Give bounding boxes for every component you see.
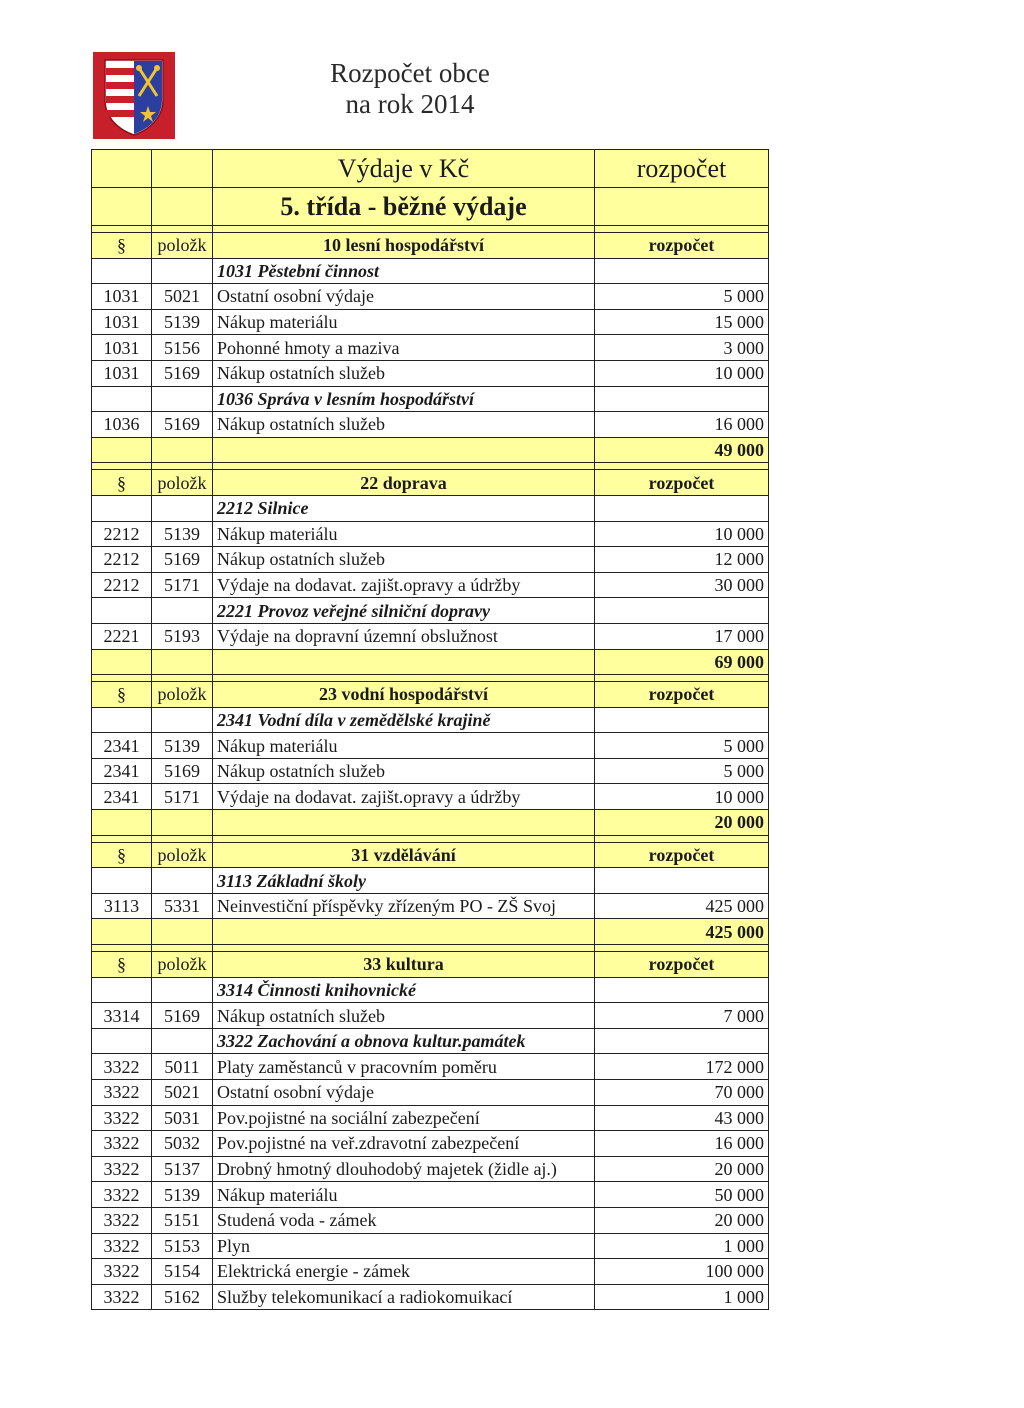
item-amount: 425 000 — [595, 893, 769, 919]
table-row — [92, 1233, 769, 1259]
item-code: 5151 — [152, 1207, 213, 1233]
item-name: Elektrická energie - zámek — [213, 1259, 595, 1285]
section-budget-label: rozpočet — [595, 470, 769, 496]
section-total: 49 000 — [595, 437, 769, 463]
table-row — [92, 758, 769, 784]
paragraph-code: 3322 — [92, 1080, 152, 1106]
item-name: Ostatní osobní výdaje — [213, 284, 595, 310]
empty-cell — [595, 977, 769, 1003]
paragraph-symbol: § — [92, 682, 152, 708]
section-total-row — [92, 437, 769, 463]
empty-cell — [92, 495, 152, 521]
item-code: 5169 — [152, 360, 213, 386]
item-amount: 16 000 — [595, 1131, 769, 1157]
section-title: 33 kultura — [213, 952, 595, 978]
item-amount: 16 000 — [595, 412, 769, 438]
empty-cell — [595, 598, 769, 624]
subsection-title: 2221 Provoz veřejné silniční dopravy — [213, 598, 595, 624]
item-name: Výdaje na dodavat. zajišt.opravy a údržby — [213, 784, 595, 810]
item-name: Pov.pojistné na sociální zabezpečení — [213, 1105, 595, 1131]
item-code: 5031 — [152, 1105, 213, 1131]
item-name: Pov.pojistné na veř.zdravotní zabezpečení — [213, 1131, 595, 1157]
item-name: Nákup materiálu — [213, 733, 595, 759]
subsection-row — [92, 495, 769, 521]
spacer-cell — [92, 463, 152, 470]
title-line-2: na rok 2014 — [345, 89, 475, 119]
subsection-title: 3314 Činnosti knihovnické — [213, 977, 595, 1003]
paragraph-code: 3322 — [92, 1054, 152, 1080]
item-code: 5331 — [152, 893, 213, 919]
section-spacer — [92, 675, 769, 682]
item-amount: 5 000 — [595, 284, 769, 310]
item-amount: 5 000 — [595, 758, 769, 784]
empty-cell — [595, 386, 769, 412]
empty-cell — [92, 1028, 152, 1054]
section-total: 69 000 — [595, 649, 769, 675]
item-name: Výdaje na dodavat. zajišt.opravy a údržby — [213, 572, 595, 598]
item-name: Služby telekomunikací a radiokomuikací — [213, 1284, 595, 1310]
subsection-row — [92, 977, 769, 1003]
section-title: 31 vzdělávání — [213, 842, 595, 868]
subsection-title: 1031 Pěstební činnost — [213, 258, 595, 284]
spacer-cell — [92, 945, 152, 952]
item-code: 5139 — [152, 733, 213, 759]
item-amount: 43 000 — [595, 1105, 769, 1131]
item-name: Neinvestiční příspěvky zřízeným PO - ZŠ Svoj — [213, 893, 595, 919]
section-total: 20 000 — [595, 810, 769, 836]
empty-cell — [92, 868, 152, 894]
paragraph-code: 2212 — [92, 547, 152, 573]
subsection-title: 3322 Zachování a obnova kultur.památek — [213, 1028, 595, 1054]
item-column-label: položk — [152, 233, 213, 259]
paragraph-code: 2341 — [92, 733, 152, 759]
item-column-label: položk — [152, 682, 213, 708]
paragraph-symbol: § — [92, 233, 152, 259]
paragraph-code: 3322 — [92, 1233, 152, 1259]
spacer-cell — [92, 226, 152, 233]
item-amount: 10 000 — [595, 360, 769, 386]
subsection-title: 2341 Vodní díla v zemědělské krajině — [213, 707, 595, 733]
item-name: Studená voda - zámek — [213, 1207, 595, 1233]
section-spacer — [92, 945, 769, 952]
section-header-row — [92, 952, 769, 978]
section-budget-label: rozpočet — [595, 233, 769, 259]
empty-cell — [152, 810, 213, 836]
paragraph-code: 3322 — [92, 1105, 152, 1131]
item-name: Nákup ostatních služeb — [213, 1003, 595, 1029]
table-header-row — [92, 150, 769, 188]
empty-cell — [92, 386, 152, 412]
table-row — [92, 1284, 769, 1310]
empty-cell — [92, 810, 152, 836]
item-name: Plyn — [213, 1233, 595, 1259]
spacer-cell — [213, 945, 595, 952]
item-amount: 1 000 — [595, 1284, 769, 1310]
table-header-title: Výdaje v Kč — [213, 150, 595, 188]
section-budget-label: rozpočet — [595, 952, 769, 978]
paragraph-code: 2341 — [92, 784, 152, 810]
empty-cell — [213, 810, 595, 836]
item-amount: 5 000 — [595, 733, 769, 759]
item-column-label: položk — [152, 952, 213, 978]
paragraph-code: 3314 — [92, 1003, 152, 1029]
spacer-cell — [92, 675, 152, 682]
item-name: Nákup materiálu — [213, 309, 595, 335]
item-name: Nákup materiálu — [213, 521, 595, 547]
section-spacer — [92, 835, 769, 842]
subsection-row — [92, 598, 769, 624]
spacer-cell — [595, 226, 769, 233]
table-row — [92, 335, 769, 361]
empty-cell — [213, 919, 595, 945]
spacer-cell — [213, 463, 595, 470]
item-amount: 12 000 — [595, 547, 769, 573]
item-name: Pohonné hmoty a maziva — [213, 335, 595, 361]
item-amount: 7 000 — [595, 1003, 769, 1029]
item-code: 5169 — [152, 758, 213, 784]
empty-cell — [152, 437, 213, 463]
empty-cell — [152, 258, 213, 284]
item-column-label: položk — [152, 470, 213, 496]
item-name: Výdaje na dopravní územní obslužnost — [213, 623, 595, 649]
table-row — [92, 1054, 769, 1080]
class-title: 5. třída - běžné výdaje — [213, 188, 595, 226]
spacer-cell — [213, 835, 595, 842]
empty-cell — [92, 649, 152, 675]
item-code: 5153 — [152, 1233, 213, 1259]
spacer-cell — [152, 945, 213, 952]
item-name: Nákup ostatních služeb — [213, 758, 595, 784]
empty-cell — [152, 386, 213, 412]
paragraph-code: 2341 — [92, 758, 152, 784]
paragraph-code: 3322 — [92, 1156, 152, 1182]
class-header-row — [92, 188, 769, 226]
item-code: 5154 — [152, 1259, 213, 1285]
paragraph-symbol: § — [92, 470, 152, 496]
table-row — [92, 1156, 769, 1182]
item-amount: 3 000 — [595, 335, 769, 361]
item-amount: 100 000 — [595, 1259, 769, 1285]
item-name: Nákup ostatních služeb — [213, 412, 595, 438]
item-column-label: položk — [152, 842, 213, 868]
item-amount: 172 000 — [595, 1054, 769, 1080]
item-code: 5137 — [152, 1156, 213, 1182]
subsection-title: 2212 Silnice — [213, 495, 595, 521]
empty-cell — [152, 919, 213, 945]
section-total: 425 000 — [595, 919, 769, 945]
paragraph-symbol: § — [92, 952, 152, 978]
item-code: 5162 — [152, 1284, 213, 1310]
item-code: 5139 — [152, 521, 213, 547]
section-total-row — [92, 810, 769, 836]
empty-cell — [92, 258, 152, 284]
paragraph-code: 3322 — [92, 1182, 152, 1208]
item-code: 5021 — [152, 284, 213, 310]
subsection-row — [92, 1028, 769, 1054]
spacer-cell — [595, 945, 769, 952]
table-row — [92, 309, 769, 335]
paragraph-code: 1031 — [92, 360, 152, 386]
empty-cell — [152, 977, 213, 1003]
section-header-row — [92, 842, 769, 868]
item-code: 5139 — [152, 309, 213, 335]
item-code: 5139 — [152, 1182, 213, 1208]
spacer-cell — [92, 835, 152, 842]
paragraph-code: 1031 — [92, 284, 152, 310]
subsection-row — [92, 258, 769, 284]
table-row — [92, 572, 769, 598]
section-budget-label: rozpočet — [595, 682, 769, 708]
empty-cell — [595, 495, 769, 521]
item-code: 5169 — [152, 547, 213, 573]
budget-table-body — [92, 150, 769, 1310]
paragraph-code: 2212 — [92, 521, 152, 547]
subsection-row — [92, 707, 769, 733]
item-name: Drobný hmotný dlouhodobý majetek (židle aj.) — [213, 1156, 595, 1182]
budget-table — [91, 149, 769, 1310]
paragraph-code: 3113 — [92, 893, 152, 919]
spacer-cell — [152, 835, 213, 842]
table-row — [92, 733, 769, 759]
item-amount: 1 000 — [595, 1233, 769, 1259]
table-row — [92, 1003, 769, 1029]
empty-cell — [92, 598, 152, 624]
paragraph-code: 1031 — [92, 335, 152, 361]
item-code: 5011 — [152, 1054, 213, 1080]
item-amount: 10 000 — [595, 784, 769, 810]
item-code: 5171 — [152, 784, 213, 810]
paragraph-code: 3322 — [92, 1284, 152, 1310]
section-total-row — [92, 919, 769, 945]
empty-cell — [152, 649, 213, 675]
item-code: 5171 — [152, 572, 213, 598]
subsection-title: 3113 Základní školy — [213, 868, 595, 894]
spacer-cell — [595, 675, 769, 682]
empty-cell — [92, 977, 152, 1003]
spacer-cell — [152, 463, 213, 470]
section-header-row — [92, 682, 769, 708]
item-amount: 15 000 — [595, 309, 769, 335]
table-row — [92, 1080, 769, 1106]
section-title: 23 vodní hospodářství — [213, 682, 595, 708]
paragraph-code: 2212 — [92, 572, 152, 598]
item-code: 5156 — [152, 335, 213, 361]
item-name: Ostatní osobní výdaje — [213, 1080, 595, 1106]
item-amount: 20 000 — [595, 1156, 769, 1182]
spacer-cell — [152, 226, 213, 233]
paragraph-symbol: § — [92, 842, 152, 868]
empty-cell — [213, 649, 595, 675]
spacer-cell — [213, 226, 595, 233]
item-code: 5032 — [152, 1131, 213, 1157]
section-header-row — [92, 470, 769, 496]
empty-cell — [152, 495, 213, 521]
municipal-coat-of-arms — [93, 52, 175, 139]
table-row — [92, 784, 769, 810]
spacer-cell — [152, 675, 213, 682]
table-row — [92, 547, 769, 573]
table-row — [92, 623, 769, 649]
item-code: 5193 — [152, 623, 213, 649]
item-amount: 20 000 — [595, 1207, 769, 1233]
table-header-budget: rozpočet — [595, 150, 769, 188]
table-row — [92, 521, 769, 547]
empty-cell — [152, 868, 213, 894]
section-spacer — [92, 226, 769, 233]
empty-cell — [152, 707, 213, 733]
subsection-title: 1036 Správa v lesním hospodářství — [213, 386, 595, 412]
table-row — [92, 412, 769, 438]
section-budget-label: rozpočet — [595, 842, 769, 868]
empty-cell — [595, 258, 769, 284]
section-spacer — [92, 463, 769, 470]
table-row — [92, 893, 769, 919]
section-total-row — [92, 649, 769, 675]
empty-cell — [152, 1028, 213, 1054]
item-amount: 17 000 — [595, 623, 769, 649]
item-name: Platy zaměstanců v pracovním poměru — [213, 1054, 595, 1080]
item-amount: 30 000 — [595, 572, 769, 598]
subsection-row — [92, 386, 769, 412]
table-row — [92, 1259, 769, 1285]
empty-cell — [92, 707, 152, 733]
empty-cell — [595, 707, 769, 733]
item-amount: 50 000 — [595, 1182, 769, 1208]
item-name: Nákup ostatních služeb — [213, 547, 595, 573]
paragraph-code: 3322 — [92, 1259, 152, 1285]
document-title — [230, 58, 590, 120]
empty-cell — [92, 919, 152, 945]
empty-cell — [595, 868, 769, 894]
empty-cell — [152, 598, 213, 624]
table-row — [92, 1105, 769, 1131]
spacer-cell — [595, 835, 769, 842]
item-name: Nákup materiálu — [213, 1182, 595, 1208]
empty-cell — [213, 437, 595, 463]
table-row — [92, 360, 769, 386]
empty-cell — [92, 437, 152, 463]
table-row — [92, 1182, 769, 1208]
spacer-cell — [595, 463, 769, 470]
item-code: 5021 — [152, 1080, 213, 1106]
section-title: 22 doprava — [213, 470, 595, 496]
item-amount: 70 000 — [595, 1080, 769, 1106]
paragraph-code: 3322 — [92, 1131, 152, 1157]
item-code: 5169 — [152, 412, 213, 438]
table-row — [92, 284, 769, 310]
title-line-1: Rozpočet obce — [330, 58, 490, 88]
table-row — [92, 1207, 769, 1233]
table-row — [92, 1131, 769, 1157]
paragraph-code: 1036 — [92, 412, 152, 438]
paragraph-code: 1031 — [92, 309, 152, 335]
item-code: 5169 — [152, 1003, 213, 1029]
spacer-cell — [213, 675, 595, 682]
paragraph-code: 2221 — [92, 623, 152, 649]
item-name: Nákup ostatních služeb — [213, 360, 595, 386]
subsection-row — [92, 868, 769, 894]
empty-cell — [595, 1028, 769, 1054]
item-amount: 10 000 — [595, 521, 769, 547]
section-title: 10 lesní hospodářství — [213, 233, 595, 259]
paragraph-code: 3322 — [92, 1207, 152, 1233]
section-header-row — [92, 233, 769, 259]
